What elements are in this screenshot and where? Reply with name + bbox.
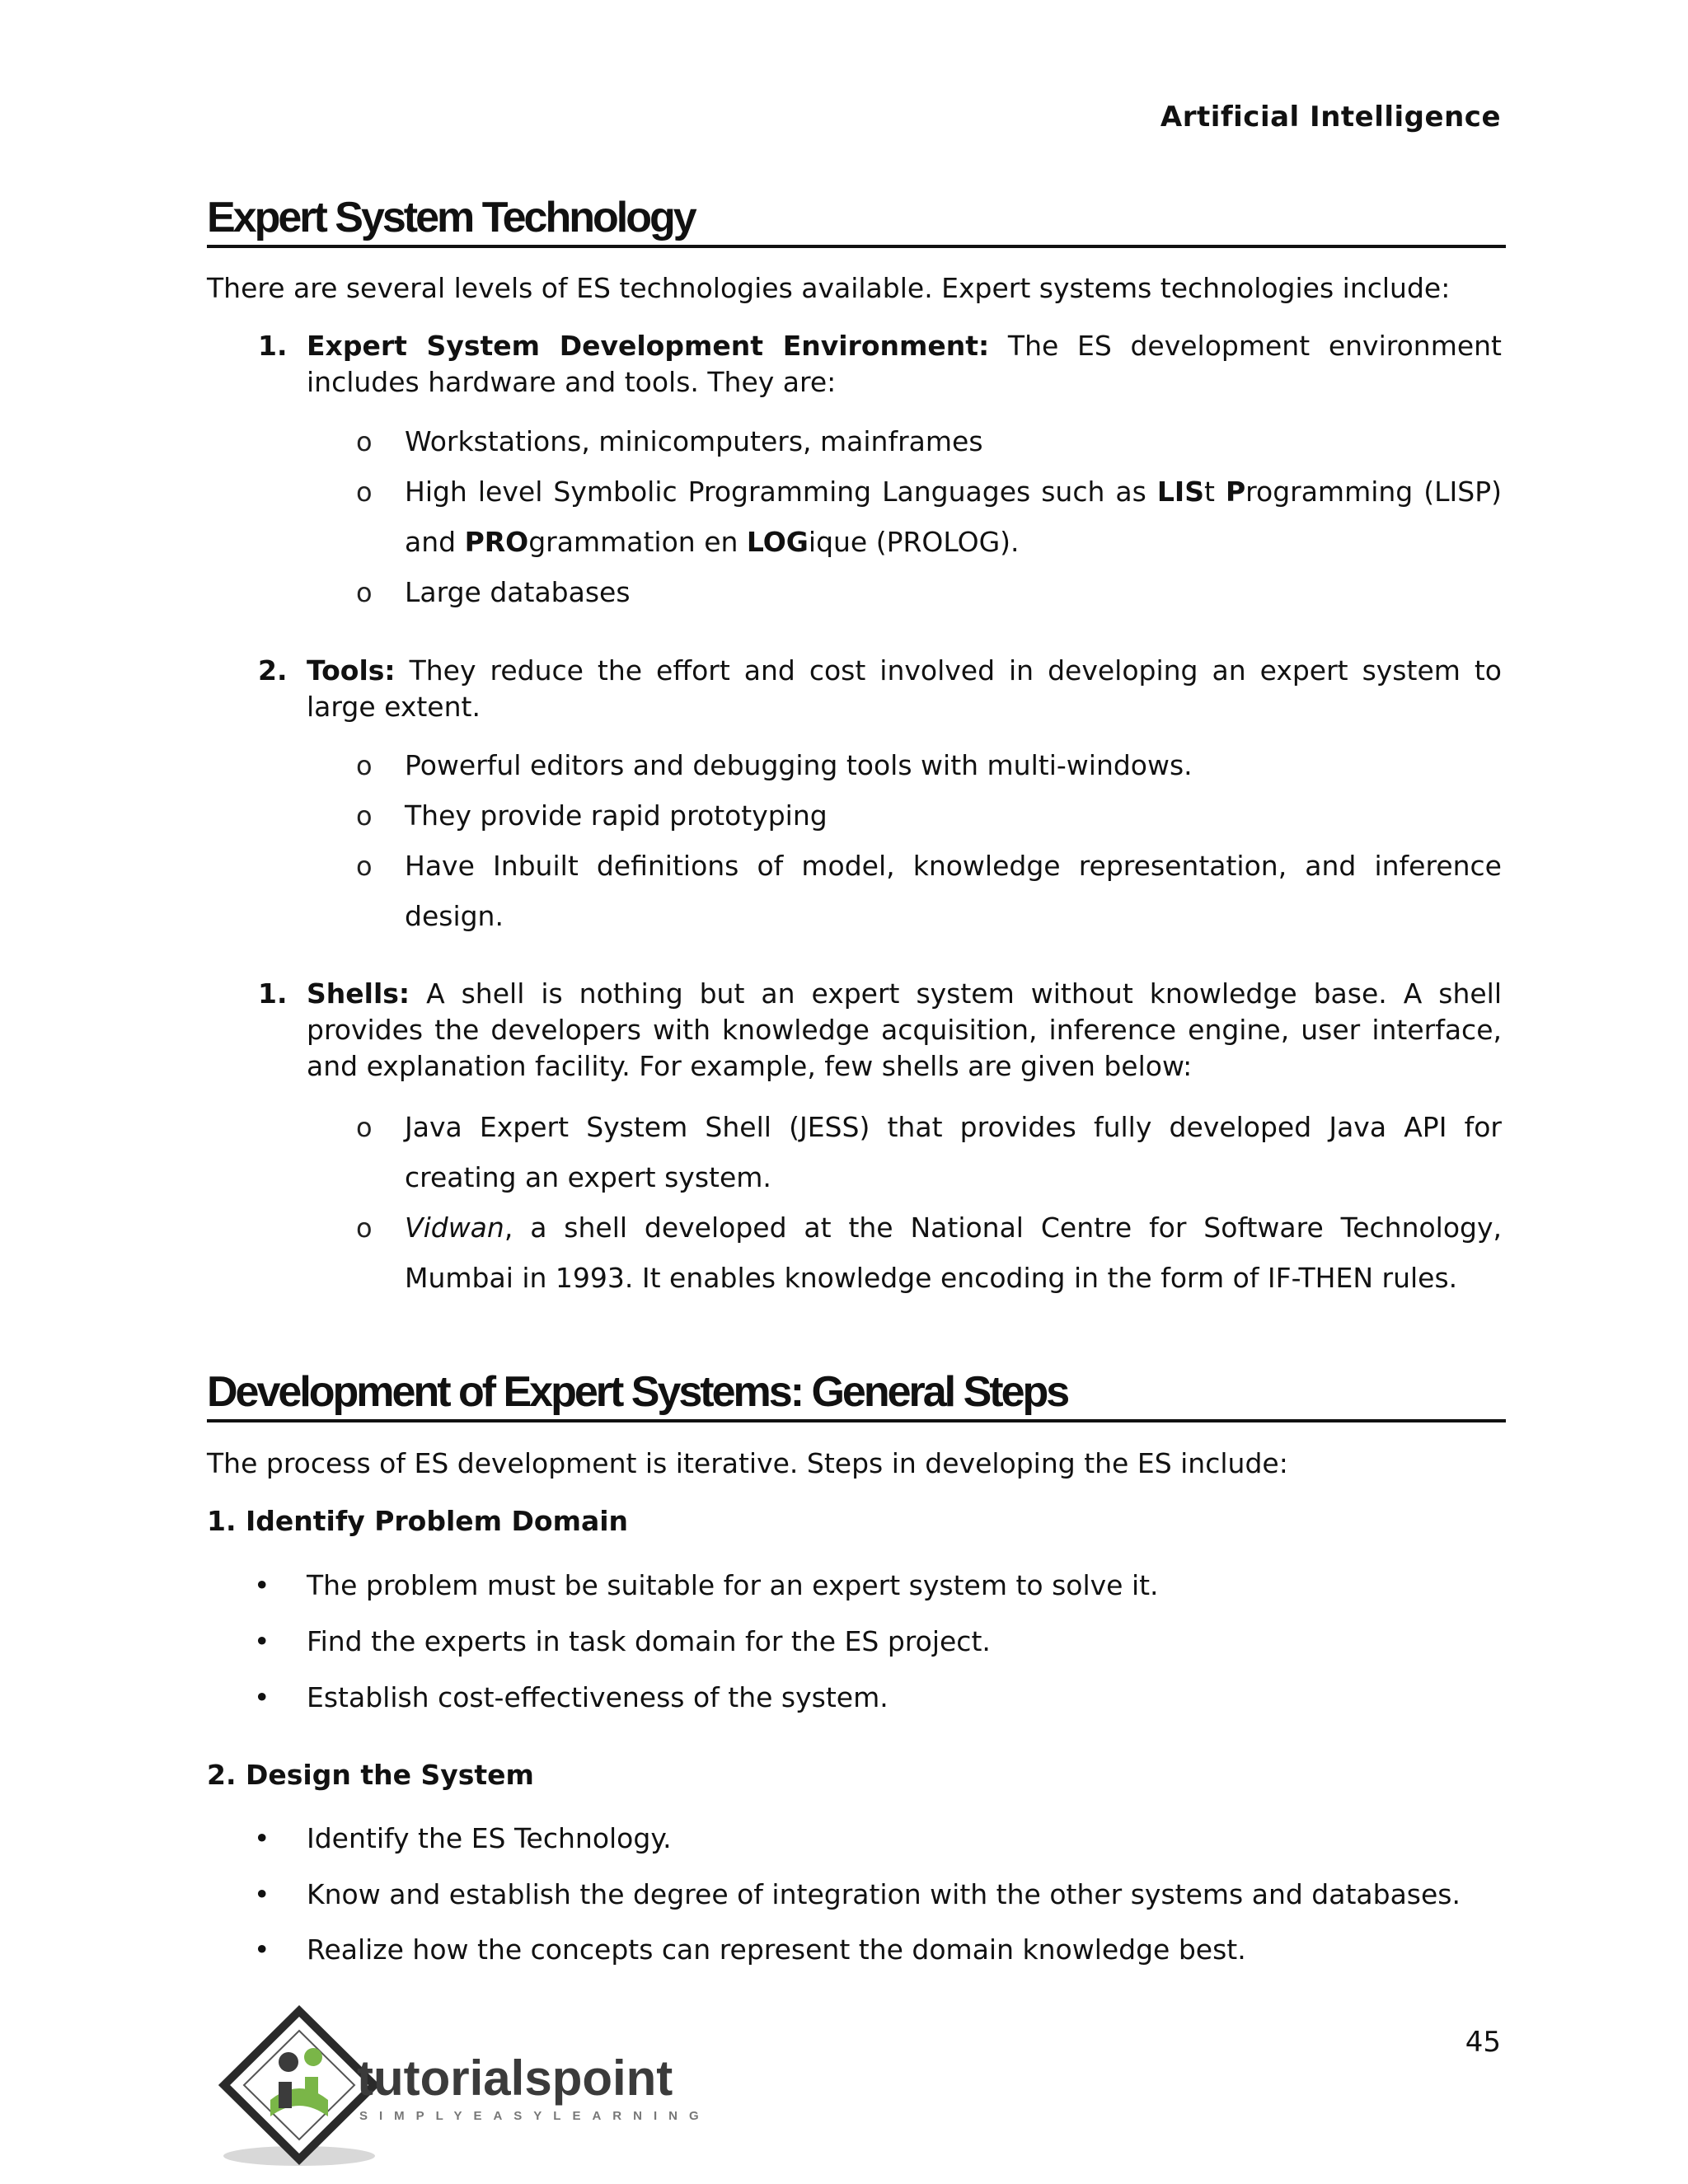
sub-bullet-icon: o xyxy=(356,476,373,508)
list-item-label: Shells: xyxy=(307,977,410,1010)
list-item-body: The ES development environment includes hardware and tools. They are: xyxy=(307,330,1502,398)
sub-bullet-icon: o xyxy=(356,1212,373,1244)
sub-bullet-icon: o xyxy=(356,426,373,457)
text-run-bold: LIS xyxy=(1156,476,1204,508)
text-run: t xyxy=(1203,476,1226,508)
list-item-text xyxy=(307,976,1502,1085)
text-run-bold: P xyxy=(1225,476,1246,508)
step-heading: 1. Identify Problem Domain xyxy=(207,1505,629,1537)
bullet-item: Establish cost-effectiveness of the system. xyxy=(307,1681,889,1713)
sub-bullet-icon: o xyxy=(356,800,373,832)
list-item-label: Expert System Development Environment: xyxy=(307,330,990,362)
section-title-development-steps: Development of Expert Systems: General Steps xyxy=(207,1368,1506,1422)
sub-list-item xyxy=(405,466,1502,567)
sub-bullet-icon: o xyxy=(356,750,373,781)
section2-intro: The process of ES development is iterative. Steps in developing the ES include: xyxy=(207,1447,1288,1479)
text-run: , a shell developed at the National Centre for Software Technology, Mumbai in 1993. It enables knowledge encoding in the form of IF-THEN rules. xyxy=(405,1212,1502,1294)
bullet-item: Know and establish the degree of integration with the other systems and databases. xyxy=(307,1878,1461,1910)
sub-list-item xyxy=(405,1202,1502,1303)
sub-bullet-icon: o xyxy=(356,851,373,882)
tutorialspoint-logo xyxy=(213,2003,740,2179)
sub-list-item: They provide rapid prototyping xyxy=(405,799,828,832)
list-item-label: Tools: xyxy=(307,654,396,687)
sub-list-item: Large databases xyxy=(405,576,631,608)
text-run-italic: Vidwan xyxy=(405,1212,504,1244)
bullet-icon: • xyxy=(254,1569,270,1601)
bullet-icon: • xyxy=(254,1625,270,1657)
list-item-body: They reduce the effort and cost involved in developing an expert system to large extent. xyxy=(307,654,1502,723)
svg-text:SIMPLYEASYLEARNING: SIMPLYEASYLEARNING xyxy=(359,2109,710,2123)
step-heading: 2. Design the System xyxy=(207,1759,534,1791)
sub-bullet-icon: o xyxy=(356,1112,373,1143)
bullet-icon: • xyxy=(254,1681,270,1713)
text-run: grammation en xyxy=(528,526,747,558)
list-item-text xyxy=(307,653,1502,725)
section1-intro: There are several levels of ES technologies available. Expert systems technologies include: xyxy=(207,272,1451,304)
page-header-title: Artificial Intelligence xyxy=(1160,101,1501,134)
bullet-icon: • xyxy=(254,1822,270,1854)
bullet-item: The problem must be suitable for an expert system to solve it. xyxy=(307,1569,1159,1601)
bullet-item: Realize how the concepts can represent the domain knowledge best. xyxy=(307,1933,1246,1966)
list-number: 1. xyxy=(258,330,288,362)
list-item-body: A shell is nothing but an expert system without knowledge base. A shell provides the developers with knowledge acquisition, inference engine, user interface, and explanation facility. For example, few shells are given below: xyxy=(307,977,1502,1082)
text-run-bold: LOG xyxy=(746,526,809,558)
sub-list-item: Java Expert System Shell (JESS) that provides fully developed Java API for creating an expert system. xyxy=(405,1111,1502,1193)
bullet-icon: • xyxy=(254,1933,270,1966)
list-item-text xyxy=(307,328,1502,401)
list-number: 1. xyxy=(258,977,288,1010)
bullet-icon: • xyxy=(254,1878,270,1910)
svg-text:tutorialspoint: tutorialspoint xyxy=(357,2050,673,2106)
page-number: 45 xyxy=(1465,2026,1501,2059)
list-number: 2. xyxy=(258,654,288,687)
text-run: rogramming (LISP) and xyxy=(405,476,1503,558)
bullet-item: Identify the ES Technology. xyxy=(307,1822,672,1854)
section-title-expert-system-technology: Expert System Technology xyxy=(207,194,1506,248)
text-run-bold: PRO xyxy=(464,526,529,558)
text-run: High level Symbolic Programming Languages such as xyxy=(405,476,1157,508)
sub-list-item: Have Inbuilt definitions of model, knowledge representation, and inference design. xyxy=(405,850,1502,932)
bullet-item: Find the experts in task domain for the ES project. xyxy=(307,1625,991,1657)
sub-bullet-icon: o xyxy=(356,577,373,608)
sub-list-item: Powerful editors and debugging tools with multi-windows. xyxy=(405,749,1193,781)
sub-list-item: Workstations, minicomputers, mainframes xyxy=(405,425,983,457)
text-run: ique (PROLOG). xyxy=(808,526,1020,558)
